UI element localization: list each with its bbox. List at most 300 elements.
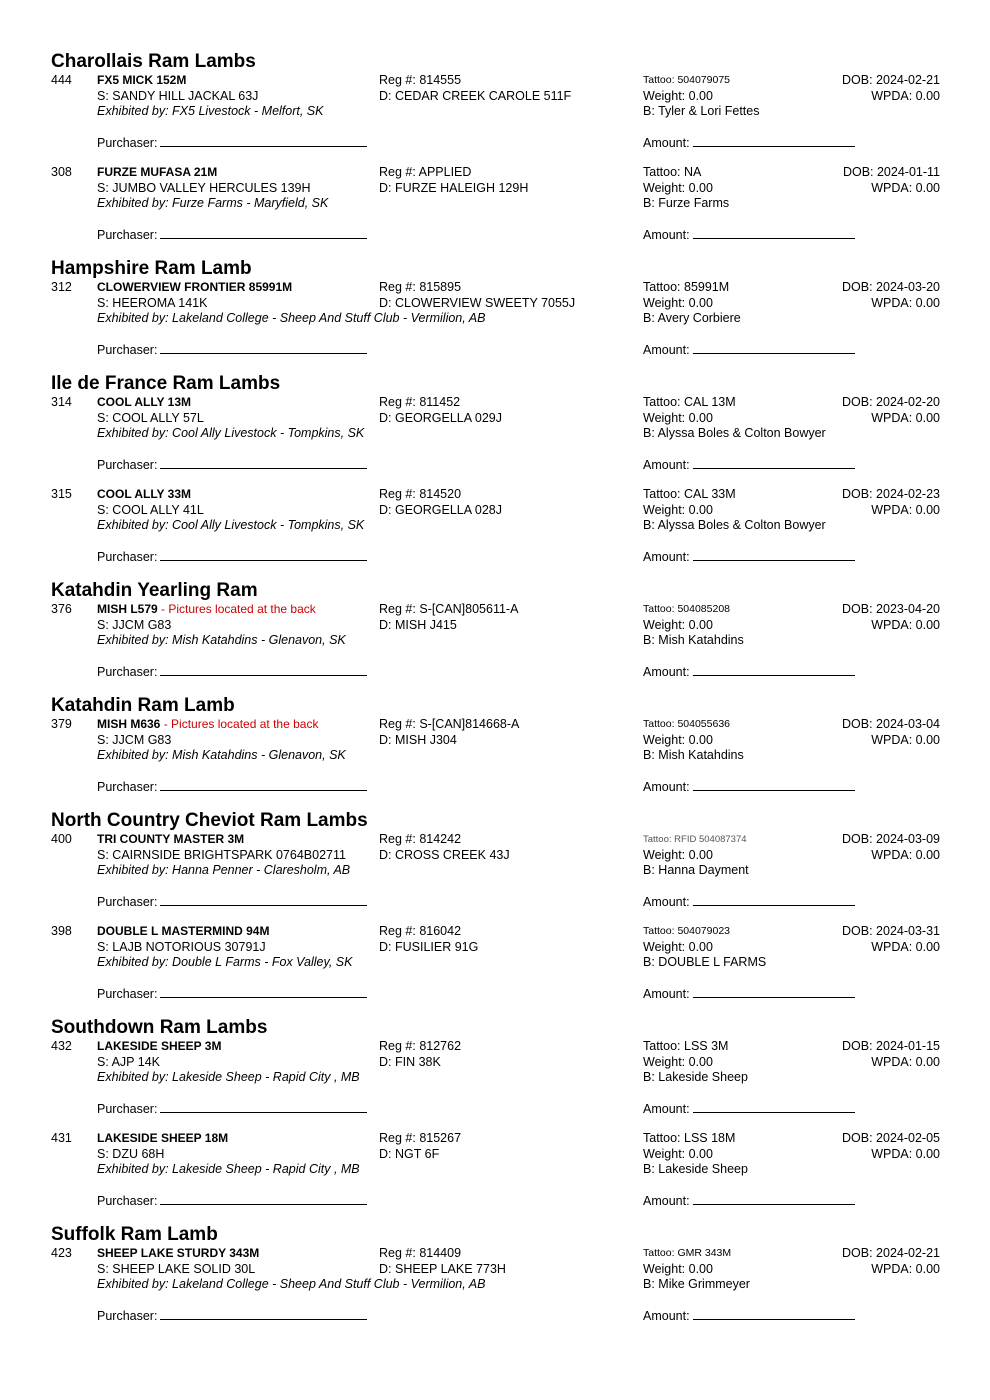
- wpda-value: 0.00: [915, 1261, 940, 1276]
- purchaser-field: [97, 135, 367, 151]
- amount-label: Amount:: [643, 549, 690, 564]
- amount-label: Amount:: [643, 664, 690, 679]
- animal-name: [97, 924, 269, 939]
- tattoo: [643, 395, 736, 410]
- purchaser-blank-line[interactable]: [160, 664, 367, 676]
- weight: [643, 733, 713, 748]
- lot-entry: [0, 395, 990, 475]
- dam-label: D:: [379, 732, 395, 747]
- sire-value: SANDY HILL JACKAL 63J: [112, 88, 259, 103]
- amount-blank-line[interactable]: [693, 549, 855, 561]
- section-title: Katahdin Yearling Ram: [51, 580, 258, 601]
- date-of-birth: [842, 73, 940, 88]
- sire-value: JJCM G83: [112, 732, 172, 747]
- weight-value: 0.00: [688, 1054, 713, 1069]
- registration-number: [379, 165, 471, 180]
- lot-number: 379: [51, 717, 72, 731]
- exhibitor: [97, 426, 364, 441]
- weight-value: 0.00: [688, 732, 713, 747]
- dam: [379, 618, 457, 633]
- dam: [379, 296, 575, 311]
- tattoo-value: CAL 33M: [684, 487, 736, 501]
- weight-value: 0.00: [688, 1261, 713, 1276]
- amount-label: Amount:: [643, 227, 690, 242]
- dob-label: DOB:: [842, 1039, 877, 1053]
- weight-label: Weight:: [643, 1146, 689, 1161]
- dob-value: 2024-02-23: [876, 487, 940, 501]
- tattoo-value: LSS 3M: [684, 1039, 729, 1053]
- amount-field: [643, 1193, 855, 1209]
- dam-label: D:: [379, 410, 395, 425]
- sire-value: JUMBO VALLEY HERCULES 139H: [112, 180, 311, 195]
- tattoo-label: Tattoo:: [643, 603, 678, 615]
- dob-value: 2024-03-20: [876, 280, 940, 294]
- reg-label: Reg #:: [379, 395, 420, 409]
- reg-value: S-[CAN]805611-A: [419, 602, 519, 616]
- breeder-label: B:: [643, 311, 658, 325]
- weight-label: Weight:: [643, 1261, 689, 1276]
- breeder-label: B:: [643, 1070, 659, 1084]
- amount-field: [643, 342, 855, 358]
- weight-label: Weight:: [643, 617, 689, 632]
- reg-label: Reg #:: [379, 924, 420, 938]
- sire-value: CAIRNSIDE BRIGHTSPARK 0764B02711: [112, 847, 346, 862]
- weight-label: Weight:: [643, 847, 689, 862]
- breeder-value: Alyssa Boles & Colton Bowyer: [657, 518, 826, 532]
- dob-label: DOB:: [842, 1246, 877, 1260]
- lot-entry: [0, 1039, 990, 1119]
- breeder-label: B:: [643, 104, 659, 118]
- sire: [97, 296, 207, 311]
- tattoo-value: 504079075: [677, 74, 731, 86]
- sire-value: SHEEP LAKE SOLID 30L: [112, 1261, 256, 1276]
- purchaser-blank-line[interactable]: [160, 549, 367, 561]
- dam: [379, 1055, 441, 1070]
- wpda: [871, 940, 940, 955]
- purchaser-blank-line[interactable]: [160, 986, 367, 998]
- dam-value: CEDAR CREEK CAROLE 511F: [394, 88, 572, 103]
- wpda-value: 0.00: [915, 939, 940, 954]
- date-of-birth: [843, 165, 940, 180]
- amount-blank-line[interactable]: [693, 342, 855, 354]
- date-of-birth: [842, 487, 940, 502]
- animal-name: [97, 1246, 259, 1261]
- lot-number: 312: [51, 280, 72, 294]
- breeder-value: Lakeside Sheep: [658, 1162, 748, 1176]
- breeder-value: Mish Katahdins: [658, 748, 744, 762]
- dob-value: 2024-02-20: [876, 395, 940, 409]
- amount-label: Amount:: [643, 894, 690, 909]
- amount-label: Amount:: [643, 1193, 690, 1208]
- exhibitor-value: Lakeland College - Sheep And Stuff Club - Vermilion, AB: [172, 311, 486, 325]
- date-of-birth: [842, 395, 940, 410]
- animal-name: [97, 165, 217, 180]
- purchaser-label: Purchaser:: [97, 342, 158, 357]
- registration-number: [379, 1039, 461, 1054]
- weight: [643, 940, 713, 955]
- animal-name-text: MISH L579: [97, 602, 158, 616]
- reg-label: Reg #:: [379, 717, 420, 731]
- breeder: [643, 955, 766, 970]
- dam-value: MISH J415: [394, 617, 457, 632]
- exhibitor: [97, 196, 328, 211]
- sire-label: S:: [97, 1261, 113, 1276]
- purchaser-label: Purchaser:: [97, 457, 158, 472]
- lot-number: 432: [51, 1039, 72, 1053]
- tattoo: [643, 717, 730, 732]
- dam: [379, 89, 571, 104]
- amount-label: Amount:: [643, 1308, 690, 1323]
- dam: [379, 848, 510, 863]
- dam-label: D:: [379, 295, 395, 310]
- dob-value: 2024-02-05: [876, 1131, 940, 1145]
- sire-label: S:: [97, 295, 113, 310]
- wpda-value: 0.00: [915, 1146, 940, 1161]
- registration-number: [379, 395, 460, 410]
- wpda-label: WPDA:: [871, 732, 916, 747]
- section-title: Hampshire Ram Lamb: [51, 258, 252, 279]
- dob-label: DOB:: [842, 1131, 877, 1145]
- date-of-birth: [842, 1039, 940, 1054]
- amount-blank-line[interactable]: [693, 779, 855, 791]
- breeder: [643, 311, 741, 326]
- animal-name: [97, 487, 191, 502]
- exhibitor-label: Exhibited by:: [97, 633, 173, 647]
- purchaser-label: Purchaser:: [97, 986, 158, 1001]
- exhibitor-label: Exhibited by:: [97, 518, 173, 532]
- sire-value: LAJB NOTORIOUS 30791J: [112, 939, 266, 954]
- tattoo: [643, 487, 736, 502]
- sire-value: COOL ALLY 57L: [112, 410, 204, 425]
- purchaser-label: Purchaser:: [97, 894, 158, 909]
- dam-label: D:: [379, 1146, 395, 1161]
- wpda-label: WPDA:: [871, 1146, 916, 1161]
- sire-label: S:: [97, 88, 113, 103]
- registration-number: [379, 717, 519, 732]
- weight-value: 0.00: [688, 180, 713, 195]
- amount-field: [643, 549, 855, 565]
- purchaser-blank-line[interactable]: [160, 342, 367, 354]
- animal-name-text: LAKESIDE SHEEP 18M: [97, 1131, 229, 1145]
- sire-value: HEEROMA 141K: [112, 295, 208, 310]
- purchaser-blank-line[interactable]: [160, 1308, 367, 1320]
- weight: [643, 181, 713, 196]
- animal-name: [97, 717, 318, 732]
- tattoo-value: GMR 343M: [677, 1247, 732, 1259]
- lot-number: 431: [51, 1131, 72, 1145]
- lot-entry: [0, 1131, 990, 1211]
- breeder-value: Lakeside Sheep: [658, 1070, 748, 1084]
- reg-value: 815895: [419, 280, 462, 294]
- breeder: [643, 196, 729, 211]
- sire-label: S:: [97, 847, 113, 862]
- tattoo-label: Tattoo:: [643, 165, 684, 179]
- dob-label: DOB:: [842, 165, 877, 179]
- date-of-birth: [842, 602, 940, 617]
- amount-field: [643, 894, 855, 910]
- wpda-label: WPDA:: [871, 88, 916, 103]
- dam-value: GEORGELLA 029J: [394, 410, 502, 425]
- amount-blank-line[interactable]: [693, 457, 855, 469]
- section-title: Southdown Ram Lambs: [51, 1017, 268, 1038]
- exhibitor-value: FX5 Livestock - Melfort, SK: [172, 104, 324, 118]
- animal-name-text: COOL ALLY 13M: [97, 395, 192, 409]
- animal-name: [97, 1131, 228, 1146]
- weight: [643, 296, 713, 311]
- reg-label: Reg #:: [379, 487, 420, 501]
- animal-name-text: SHEEP LAKE STURDY 343M: [97, 1246, 260, 1260]
- sire-label: S:: [97, 1054, 112, 1069]
- exhibitor-value: Lakeside Sheep - Rapid City , MB: [172, 1070, 360, 1084]
- animal-name-text: FURZE MUFASA 21M: [97, 165, 218, 179]
- purchaser-label: Purchaser:: [97, 227, 158, 242]
- animal-name: [97, 1039, 221, 1054]
- registration-number: [379, 832, 461, 847]
- exhibitor-label: Exhibited by:: [97, 196, 173, 210]
- dam-label: D:: [379, 180, 395, 195]
- sire: [97, 411, 204, 426]
- amount-blank-line[interactable]: [693, 986, 855, 998]
- dam: [379, 940, 478, 955]
- weight: [643, 411, 713, 426]
- weight-value: 0.00: [688, 939, 713, 954]
- breeder: [643, 1070, 748, 1085]
- reg-value: 814520: [419, 487, 462, 501]
- breeder: [643, 518, 826, 533]
- dam-value: CLOWERVIEW SWEETY 7055J: [394, 295, 576, 310]
- reg-label: Reg #:: [379, 832, 420, 846]
- purchaser-field: [97, 457, 367, 473]
- lot-number: 376: [51, 602, 72, 616]
- tattoo-label: Tattoo:: [643, 1131, 684, 1145]
- amount-field: [643, 779, 855, 795]
- date-of-birth: [842, 832, 940, 847]
- registration-number: [379, 487, 461, 502]
- breeder-value: Avery Corbiere: [657, 311, 741, 325]
- amount-blank-line[interactable]: [693, 1308, 855, 1320]
- dam-label: D:: [379, 617, 395, 632]
- breeder-label: B:: [643, 426, 658, 440]
- lot-number: 444: [51, 73, 72, 87]
- purchaser-field: [97, 986, 367, 1002]
- purchaser-label: Purchaser:: [97, 1101, 158, 1116]
- breeder: [643, 1162, 748, 1177]
- section-title: North Country Cheviot Ram Lambs: [51, 810, 368, 831]
- tattoo-value: 85991M: [684, 280, 730, 294]
- dob-value: 2024-03-31: [876, 924, 940, 938]
- reg-value: 816042: [419, 924, 462, 938]
- dam: [379, 411, 502, 426]
- registration-number: [379, 280, 461, 295]
- weight-value: 0.00: [688, 88, 713, 103]
- wpda-value: 0.00: [915, 1054, 940, 1069]
- wpda: [871, 503, 940, 518]
- amount-label: Amount:: [643, 135, 690, 150]
- lot-number: 308: [51, 165, 72, 179]
- amount-blank-line[interactable]: [693, 894, 855, 906]
- tattoo: [643, 1131, 735, 1146]
- sire: [97, 848, 346, 863]
- exhibitor-value: Double L Farms - Fox Valley, SK: [172, 955, 353, 969]
- breeder-label: B:: [643, 633, 659, 647]
- wpda-value: 0.00: [915, 732, 940, 747]
- sire: [97, 1262, 255, 1277]
- amount-blank-line[interactable]: [693, 227, 855, 239]
- weight-value: 0.00: [688, 617, 713, 632]
- dam-value: NGT 6F: [394, 1146, 440, 1161]
- date-of-birth: [842, 924, 940, 939]
- amount-label: Amount:: [643, 342, 690, 357]
- weight: [643, 618, 713, 633]
- breeder-label: B:: [643, 1277, 659, 1291]
- section-title: Suffolk Ram Lamb: [51, 1224, 218, 1245]
- tattoo-label: Tattoo:: [643, 280, 684, 294]
- sire-label: S:: [97, 410, 113, 425]
- purchaser-blank-line[interactable]: [160, 227, 367, 239]
- animal-name-text: LAKESIDE SHEEP 3M: [97, 1039, 222, 1053]
- purchaser-blank-line[interactable]: [160, 1193, 367, 1205]
- amount-field: [643, 135, 855, 151]
- purchaser-field: [97, 1308, 367, 1324]
- tattoo-label: Tattoo:: [643, 395, 684, 409]
- purchaser-field: [97, 1193, 367, 1209]
- dob-label: DOB:: [842, 832, 877, 846]
- wpda-value: 0.00: [915, 88, 940, 103]
- amount-blank-line[interactable]: [693, 664, 855, 676]
- wpda: [871, 1055, 940, 1070]
- wpda-value: 0.00: [915, 847, 940, 862]
- reg-value: 812762: [419, 1039, 462, 1053]
- purchaser-field: [97, 1101, 367, 1117]
- dam-value: SHEEP LAKE 773H: [394, 1261, 506, 1276]
- lot-number: 423: [51, 1246, 72, 1260]
- registration-number: [379, 73, 461, 88]
- dam-value: FUSILIER 91G: [394, 939, 479, 954]
- amount-label: Amount:: [643, 1101, 690, 1116]
- purchaser-blank-line[interactable]: [160, 779, 367, 791]
- weight-label: Weight:: [643, 1054, 689, 1069]
- purchaser-label: Purchaser:: [97, 664, 158, 679]
- dam-label: D:: [379, 847, 395, 862]
- weight-label: Weight:: [643, 180, 689, 195]
- purchaser-blank-line[interactable]: [160, 1101, 367, 1113]
- exhibitor-label: Exhibited by:: [97, 426, 173, 440]
- tattoo-label: Tattoo:: [643, 74, 678, 86]
- dob-value: 2024-02-21: [876, 73, 940, 87]
- amount-field: [643, 1308, 855, 1324]
- lot-entry: [0, 832, 990, 912]
- exhibitor-value: Hanna Penner - Claresholm, AB: [172, 863, 351, 877]
- sire-label: S:: [97, 939, 113, 954]
- animal-name: [97, 395, 191, 410]
- reg-value: S-[CAN]814668-A: [419, 717, 520, 731]
- breeder: [643, 104, 760, 119]
- breeder: [643, 426, 826, 441]
- exhibitor: [97, 311, 485, 326]
- breeder: [643, 1277, 750, 1292]
- breeder-value: Tyler & Lori Fettes: [658, 104, 760, 118]
- sire: [97, 503, 204, 518]
- wpda-value: 0.00: [915, 617, 940, 632]
- sire: [97, 1055, 160, 1070]
- sire-label: S:: [97, 180, 113, 195]
- reg-label: Reg #:: [379, 1131, 420, 1145]
- tattoo: [643, 602, 730, 617]
- tattoo-value: 504079023: [677, 925, 731, 937]
- lot-entry: [0, 280, 990, 360]
- weight-label: Weight:: [643, 410, 689, 425]
- dob-label: DOB:: [842, 602, 877, 616]
- tattoo: [643, 73, 730, 88]
- exhibitor-label: Exhibited by:: [97, 863, 173, 877]
- date-of-birth: [842, 717, 940, 732]
- sire-value: DZU 68H: [112, 1146, 165, 1161]
- amount-blank-line[interactable]: [693, 135, 855, 147]
- date-of-birth: [842, 280, 940, 295]
- weight-label: Weight:: [643, 732, 689, 747]
- exhibitor-label: Exhibited by:: [97, 1277, 173, 1291]
- wpda-label: WPDA:: [871, 617, 916, 632]
- animal-name-text: DOUBLE L MASTERMIND 94M: [97, 924, 270, 938]
- exhibitor-label: Exhibited by:: [97, 1070, 173, 1084]
- purchaser-blank-line[interactable]: [160, 894, 367, 906]
- amount-blank-line[interactable]: [693, 1101, 855, 1113]
- purchaser-blank-line[interactable]: [160, 135, 367, 147]
- sire: [97, 618, 171, 633]
- lot-number: 315: [51, 487, 72, 501]
- date-of-birth: [842, 1246, 940, 1261]
- dob-label: DOB:: [842, 717, 877, 731]
- purchaser-field: [97, 342, 367, 358]
- section-title: Charollais Ram Lambs: [51, 51, 256, 72]
- breeder-label: B:: [643, 518, 658, 532]
- animal-name-text: CLOWERVIEW FRONTIER 85991M: [97, 280, 293, 294]
- wpda-label: WPDA:: [871, 502, 916, 517]
- amount-label: Amount:: [643, 457, 690, 472]
- amount-field: [643, 227, 855, 243]
- weight: [643, 1262, 713, 1277]
- exhibitor: [97, 633, 346, 648]
- breeder-value: DOUBLE L FARMS: [658, 955, 767, 969]
- reg-value: 815267: [419, 1131, 462, 1145]
- animal-name-text: MISH M636: [97, 717, 161, 731]
- sire: [97, 181, 311, 196]
- purchaser-field: [97, 227, 367, 243]
- wpda: [871, 296, 940, 311]
- tattoo: [643, 1246, 731, 1261]
- amount-label: Amount:: [643, 779, 690, 794]
- lot-entry: [0, 602, 990, 682]
- amount-blank-line[interactable]: [693, 1193, 855, 1205]
- breeder: [643, 863, 749, 878]
- lot-entry: [0, 924, 990, 1004]
- animal-name: [97, 602, 316, 617]
- breeder-value: Hanna Dayment: [658, 863, 749, 877]
- reg-value: 814409: [419, 1246, 462, 1260]
- breeder-label: B:: [643, 196, 659, 210]
- registration-number: [379, 1246, 461, 1261]
- purchaser-field: [97, 549, 367, 565]
- tattoo-label: Tattoo:: [643, 718, 678, 730]
- sire: [97, 733, 171, 748]
- breeder-value: Furze Farms: [658, 196, 730, 210]
- amount-field: [643, 457, 855, 473]
- tattoo-label: Tattoo:: [643, 487, 684, 501]
- tattoo-value: LSS 18M: [684, 1131, 736, 1145]
- purchaser-label: Purchaser:: [97, 135, 158, 150]
- tattoo-label: Tattoo:: [643, 925, 678, 937]
- purchaser-blank-line[interactable]: [160, 457, 367, 469]
